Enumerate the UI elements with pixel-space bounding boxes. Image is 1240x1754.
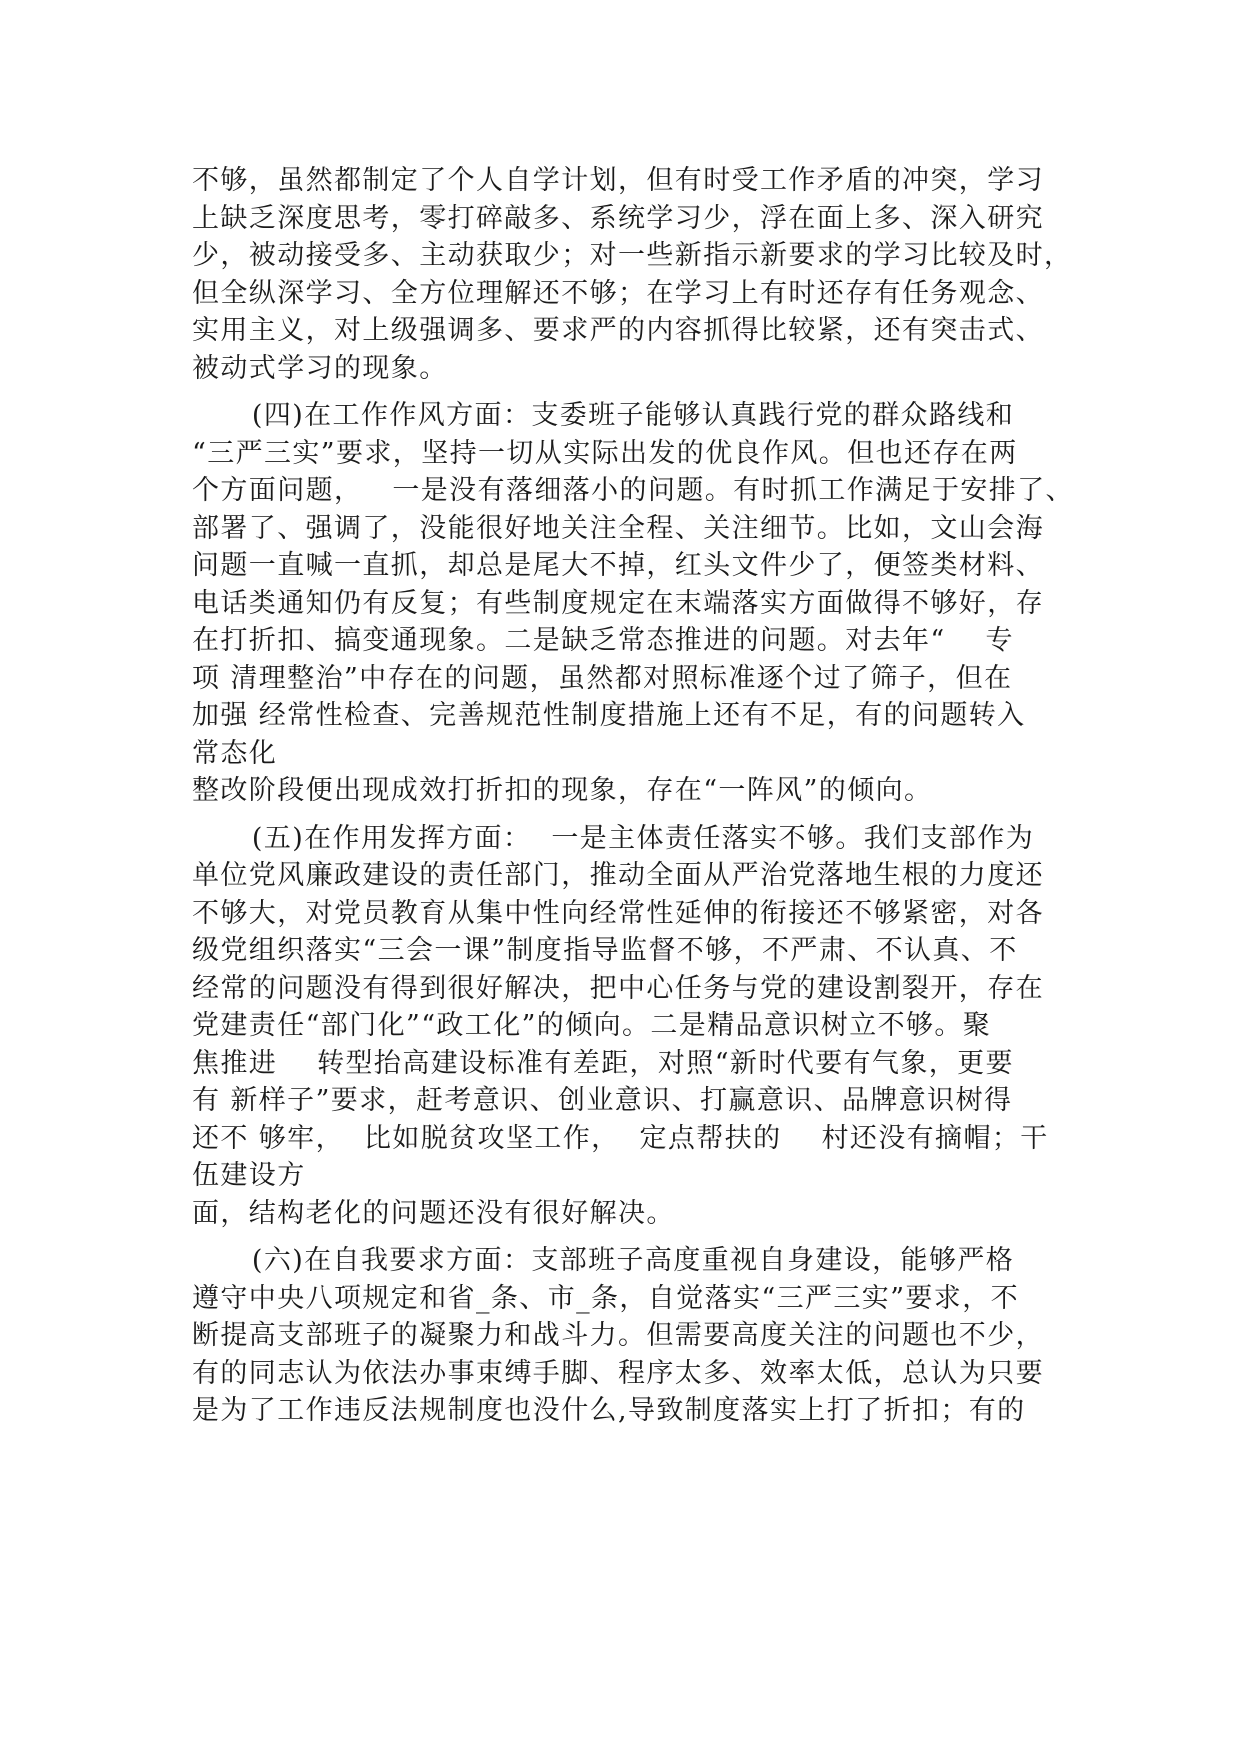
- text-line: (六)在自我要求方面：支部班子高度重视自身建设，能够严格: [192, 1245, 1015, 1276]
- text-line: 级党组织落实“三会一课”制度指导监督不够，不严肃、不认真、不: [192, 935, 1018, 966]
- text-line: 常态化: [192, 737, 278, 769]
- text-line: 实用主义，对上级强调多、要求严的内容抓得比较紧，还有突击式、: [192, 315, 1044, 346]
- text-line: 项 清理整治”中存在的问题，虽然都对照标准逐个过了筛子，但在: [192, 662, 1013, 694]
- text-line: 遵守中央八项规定和省_条、市_条，自觉落实“三严三实”要求，不: [192, 1282, 1020, 1314]
- text-line: 断提高支部班子的凝聚力和战斗力。但需要高度关注的问题也不少，: [192, 1320, 1044, 1351]
- paragraph-work-style: [192, 397, 1072, 810]
- text-line: 但全纵深学习、全方位理解还不够；在学习上有时还存有任务观念、: [192, 277, 1044, 309]
- text-line: 加强 经常性检查、完善规范性制度措施上还有不足，有的问题转入: [192, 700, 1026, 731]
- text-line: 焦推进 转型抬高建设标准有差距，对照“新时代要有气象，更要: [192, 1047, 1014, 1079]
- paragraph-spacer: [192, 1232, 1072, 1242]
- paragraph-spacer: [192, 810, 1072, 820]
- text-line: “三严三实”要求，坚持一切从实际出发的优良作风。但也还存在两: [192, 437, 1018, 469]
- text-line: 伍建设方: [192, 1160, 306, 1191]
- text-line: 不够，虽然都制定了个人自学计划，但有时受工作矛盾的冲突，学习: [192, 165, 1044, 196]
- text-line: (四)在工作作风方面：支委班子能够认真践行党的群众路线和: [192, 400, 1015, 431]
- text-line: 个方面问题， 一是没有落细落小的问题。有时抓工作满足于安排了、: [192, 475, 1074, 506]
- text-line: 单位党风廉政建设的责任部门，推动全面从严治党落地生根的力度还: [192, 860, 1044, 891]
- paragraph-study-continued: [192, 162, 1072, 387]
- paragraph-self-discipline: [192, 1242, 1072, 1430]
- text-line: (五)在作用发挥方面： 一是主体责任落实不够。我们支部作为: [192, 822, 1035, 854]
- text-line: 整改阶段便出现成效打折扣的现象，存在“一阵风”的倾向。: [192, 775, 933, 806]
- text-line: 不够大，对党员教育从集中性向经常性延伸的衔接还不够紧密，对各: [192, 897, 1044, 929]
- text-line: 少，被动接受多、主动获取少；对一些新指示新要求的学习比较及时，: [192, 240, 1073, 271]
- text-line: 还不 够牢， 比如脱贫攻坚工作， 定点帮扶的 村还没有摘帽；干: [192, 1122, 1049, 1154]
- text-line: 部署了、强调了，没能很好地关注全程、关注细节。比如，文山会海: [192, 512, 1044, 544]
- text-line: 经常的问题没有得到很好解决，把中心任务与党的建设割裂开，存在: [192, 972, 1044, 1004]
- text-line: 上缺乏深度思考，零打碎敲多、系统学习少，浮在面上多、深入研究: [192, 202, 1044, 234]
- text-line: 问题一直喊一直抓，却总是尾大不掉，红头文件少了，便签类材料、: [192, 550, 1044, 581]
- document-body: [192, 162, 1072, 1430]
- text-line: 党建责任“部门化”“政工化”的倾向。二是精品意识树立不够。聚: [192, 1010, 992, 1041]
- text-line: 面，结构老化的问题还没有很好解决。: [192, 1197, 675, 1229]
- text-line: 被动式学习的现象。: [192, 352, 448, 384]
- text-line: 有 新样子”要求，赶考意识、创业意识、打赢意识、品牌意识树得: [192, 1085, 1013, 1116]
- text-line: 是为了工作违反法规制度也没什么,导致制度落实上打了折扣；有的: [192, 1395, 1026, 1426]
- text-line: 在打折扣、搞变通现象。二是缺乏常态推进的问题。对去年“ 专: [192, 625, 1014, 656]
- paragraph-spacer: [192, 387, 1072, 397]
- paragraph-role-performance: [192, 820, 1072, 1233]
- text-line: 电话类通知仍有反复；有些制度规定在末端落实方面做得不够好，存: [192, 587, 1044, 619]
- text-line: 有的同志认为依法办事束缚手脚、程序太多、效率太低，总认为只要: [192, 1357, 1044, 1389]
